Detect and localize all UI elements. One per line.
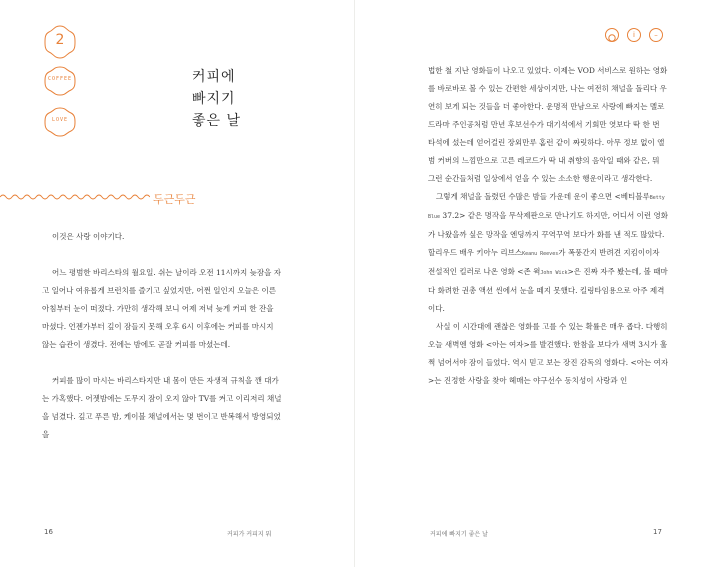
title-line: 좋은 날 — [192, 113, 242, 129]
page-number-right: 17 — [653, 528, 662, 536]
paragraph: 이것은 사랑 이야기다. — [52, 232, 125, 241]
right-body-text — [428, 62, 669, 390]
chapter-number-badge — [44, 25, 76, 59]
left-body-text — [42, 228, 282, 444]
paragraph: 어느 평범한 바리스타의 월요일. 쉬는 날이라 오전 11시까지 늦잠을 자고 일어나 여유롭게 브런치를 즐기고 싶었지만, 어쩐 일인지 오늘은 이른 아침부터 눈이 떠졌다. 가만히 생각해 보니 어제 저녁 늦게 커피 한 잔을 마셨다. 언젠가부터 깊이 잠들지 못해 오후 6시 이후에는 커피를 마시지 않는 습관이 생겼다. 전에는 밤에도 곧잘 커피를 마셨는데. — [42, 268, 281, 349]
paragraph: 그렇게 채널을 돌렸던 수많은 밤들 가운데 운이 좋으면 <베티블루Betty Blue 37.2> 같은 명작을 무삭제판으로 만나기도 하지만, 어디서 이런 영화가 나왔을까 싶은 망작을 엔딩까지 꾸역꾸역 보다가 화를 낸 적도 많았다. 할리우드 배우 키아누 리브스Keanu Reeves가 폭풍간지 반려견 지킴이이자 전설적인 킬러로 나온 영화 <존 윅John Wick>은 진짜 자주 봤는데, 볼 때마다 화려한 권총 액션 씬에서 눈을 떼지 못했다. 킬링타임용으로 아주 제격이다. — [428, 192, 668, 313]
title-line: 커피에 — [192, 69, 236, 85]
love-badge — [44, 107, 76, 137]
page-number-left: 16 — [44, 528, 53, 536]
info-icon[interactable]: i — [627, 28, 641, 42]
badge-label: COFFEE — [47, 76, 73, 82]
running-head-left: 커피가 커피지 뭐 — [227, 531, 272, 538]
target-icon[interactable] — [605, 28, 619, 42]
right-page — [355, 0, 709, 567]
section-heading: 두근두근 — [153, 193, 196, 206]
paragraph: 커피를 많이 마시는 바리스타지만 내 몸이 만든 자생적 규칙을 깬 대가는 가혹했다. 어젯밤에는 도무지 잠이 오지 않아 TV를 켜고 이리저리 채널을 넘겼다. 깊고 푸른 밤, 케이블 채널에서는 몇 번이고 반복해서 방영되었을 — [42, 376, 282, 439]
chapter-number: 2 — [55, 32, 65, 48]
coffee-badge — [44, 66, 76, 96]
title-line: 빠지기 — [192, 91, 236, 107]
paragraph: 사실 이 시간대에 괜찮은 영화를 고를 수 있는 확률은 매우 좁다. 다행히 오늘 새벽엔 영화 <아는 여자>를 발견했다. 한참을 보다가 새벽 3시가 훌쩍 넘어서야 잠이 들었다. 역시 믿고 보는 장진 감독의 영화다. <아는 여자>는 진정한 사랑을 찾아 헤매는 야구선수 동치성이 사랑과 인 — [428, 322, 669, 385]
badge-label: LOVE — [51, 117, 69, 123]
chapter-title — [192, 66, 241, 132]
wave-divider-icon — [0, 193, 150, 201]
minus-icon[interactable]: – — [649, 28, 663, 42]
running-head-right: 커피에 빠지기 좋은 날 — [430, 531, 488, 538]
paragraph: 법한 철 지난 영화들이 나오고 있었다. 이제는 VOD 서비스로 원하는 영화를 바로바로 볼 수 있는 간편한 세상이지만, 나는 여전히 채널을 돌리다 우연히 보게 되는 것들을 더 좋아한다. 운명적 만남으로 사랑에 빠지는 멜로 드라마 주인공처럼 만년 후보선수가 대기석에서 기회만 엿보다 딱 한 번 타석에 섰는데 얻어걸린 장외만루 홈런 같이 짜릿하다. 아무 정보 없이 앨범 커버의 느낌만으로 고른 레코드가 딱 내 취향의 음악일 때와 같은, 뭐 그런 순간들처럼 일상에서 얻을 수 있는 소소한 행운이라고 생각한다. — [428, 66, 668, 183]
left-page — [0, 0, 354, 567]
